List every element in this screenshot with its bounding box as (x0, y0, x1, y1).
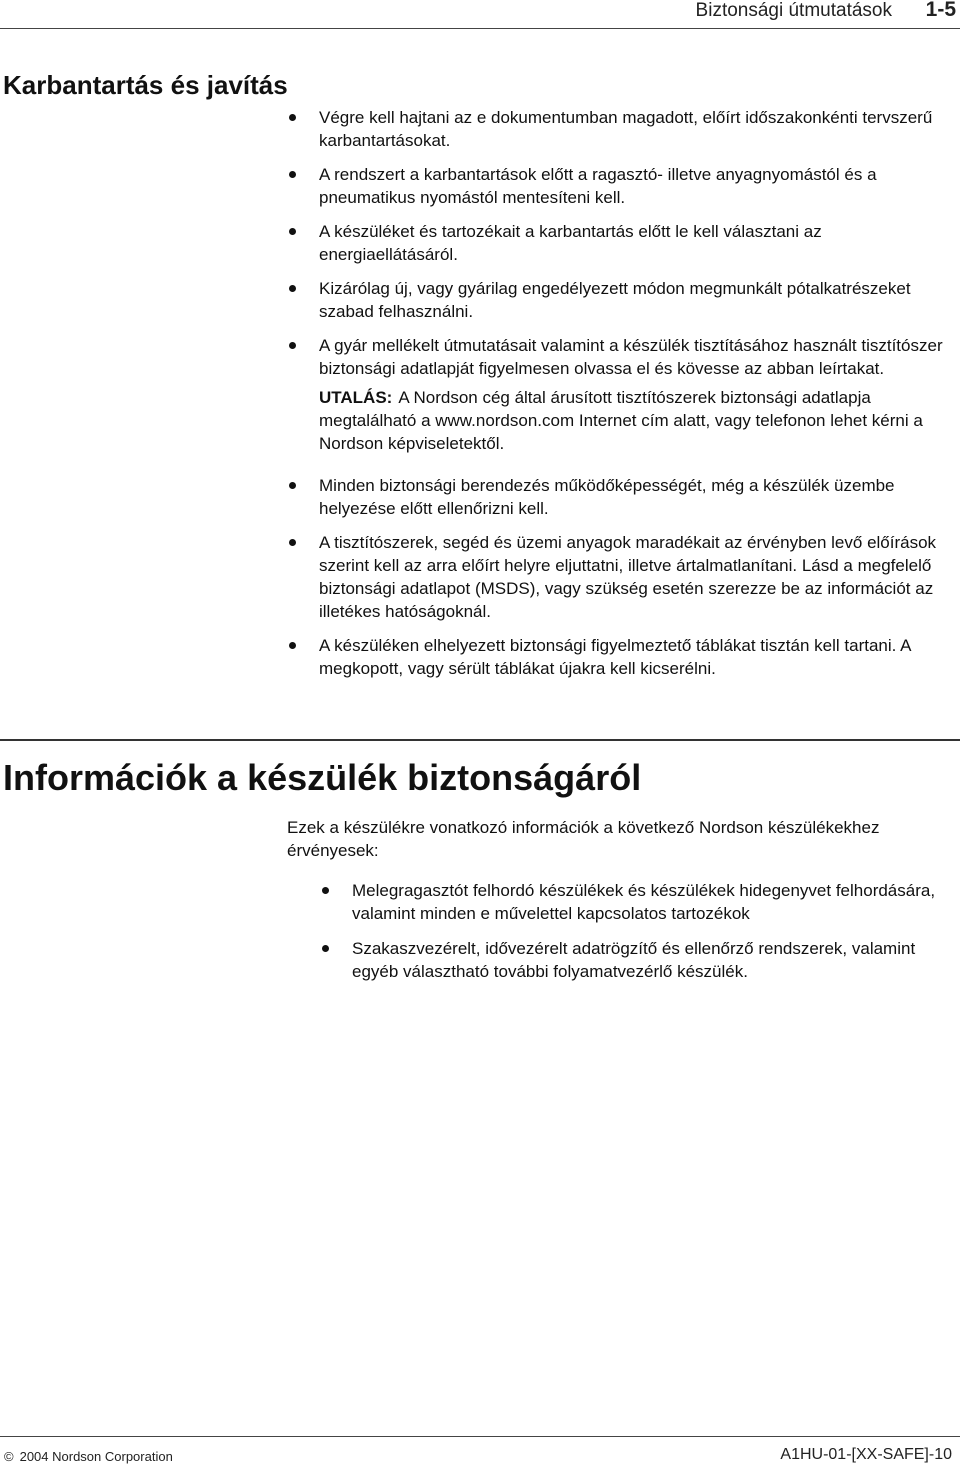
list-item-text: Melegragasztót felhordó készülékek és készülékek hidegenyvet felhordására, valamint minden e művelettel kapcsolatos tartozékok (352, 881, 936, 923)
list-item (287, 277, 960, 323)
copyright-text: 2004 Nordson Corporation (19, 1449, 173, 1464)
bullet-icon (289, 642, 296, 649)
page-header (0, 0, 960, 28)
bullet-icon (322, 945, 329, 952)
header-divider (0, 28, 960, 29)
list-item (320, 937, 960, 983)
section-intro: Ezek a készülékre vonatkozó információk a következő Nordson készülékekhez érvényesek: (287, 818, 880, 860)
footer-divider (0, 1436, 960, 1437)
bullet-icon (289, 114, 296, 121)
list-item-text: Végre kell hajtani az e dokumentumban magadott, előírt időszakonkénti tervszerű karbantartásokat. (319, 108, 933, 150)
maintenance-section (287, 106, 960, 691)
bullet-icon (289, 482, 296, 489)
list-item (287, 220, 960, 266)
list-item-text: A készüléken elhelyezett biztonsági figyelmeztető táblákat tisztán kell tartani. A megkopott, vagy sérült táblákat újakra kell kicserélni. (319, 636, 911, 678)
footer-copyright (4, 1449, 173, 1464)
list-item-text: Kizárólag új, vagy gyárilag engedélyezett módon megmunkált pótalkatrészeket szabad felhasználni. (319, 279, 911, 321)
note-text: A Nordson cég által árusított tisztítószerek biztonsági adatlapja megtalálható a www.nordson.com Internet cím alatt, vagy telefonon lehet kérni a Nordson képviseletektől. (319, 388, 923, 453)
device-safety-section (320, 879, 960, 995)
bullet-icon (289, 228, 296, 235)
list-item-text: A gyár mellékelt útmutatásait valamint a készülék tisztításához használt tisztítószer biztonsági adatlapját figyelmesen olvassa el és kövesse az abban leírtakat. (319, 336, 943, 378)
maintenance-list (287, 106, 960, 380)
maintenance-list-continued (287, 474, 960, 680)
list-item-text: A készüléket és tartozékait a karbantartás előtt le kell választani az energiaellátásáról. (319, 222, 822, 264)
note-label: UTALÁS: (319, 388, 393, 407)
document-id: A1HU-01-[XX-SAFE]-10 (780, 1446, 952, 1463)
bullet-icon (289, 539, 296, 546)
section-title-maintenance: Karbantartás és javítás (3, 70, 288, 100)
bullet-icon (289, 171, 296, 178)
list-item-text: Szakaszvezérelt, idővezérelt adatrögzítő és ellenőrző rendszerek, valamint egyéb választható további folyamatvezérlő készülék. (352, 939, 916, 981)
device-list (320, 879, 960, 983)
list-item (287, 163, 960, 209)
section-title-device-safety: Információk a készülék biztonságáról (3, 757, 642, 798)
list-item (287, 531, 960, 623)
page-number: 1-5 (925, 0, 956, 21)
section-divider (0, 739, 960, 741)
bullet-icon (289, 285, 296, 292)
copyright-icon: © (4, 1449, 14, 1464)
header-title: Biztonsági útmutatások (695, 0, 892, 21)
list-item (287, 334, 960, 380)
list-item-text: A rendszert a karbantartások előtt a ragasztó- illetve anyagnyomástól és a pneumatikus nyomástól mentesíteni kell. (319, 165, 877, 207)
list-item-text: A tisztítószerek, segéd és üzemi anyagok maradékait az érvényben levő előírások szerint kell az arra előírt helyre eljuttatni, illetve ártalmatlanítani. Lásd a megfelelő biztonsági adatlapot (MSDS), vagy szükség esetén szerezze be az információt az illetékes hatóságoknál. (319, 533, 937, 621)
bullet-icon (322, 887, 329, 894)
bullet-icon (289, 342, 296, 349)
list-item (287, 474, 960, 520)
list-item (287, 634, 960, 680)
list-item (320, 879, 960, 925)
note-block (287, 386, 960, 455)
list-item (287, 106, 960, 152)
list-item-text: Minden biztonsági berendezés működőképességét, még a készülék üzembe helyezése előtt ellenőrizni kell. (319, 476, 895, 518)
